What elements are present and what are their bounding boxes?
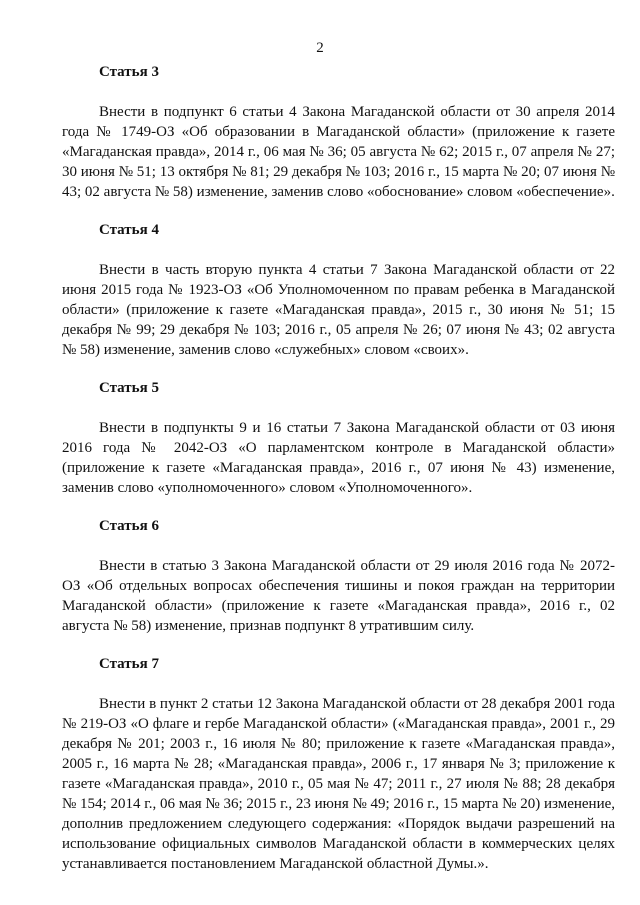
article-heading: Статья 5 [99,380,159,396]
article-text: Внести в пункт 2 статьи 12 Закона Магаданской области от 28 декабря 2001 года № 219-ОЗ «О флаге и гербе Магаданской области» («Магаданская правда», 2001 г., 29 декабря № 201; 2003 г., 16 июля № 80; приложение к газете «Магаданская правда», 2005 г., 16 марта № 28; «Магаданская правда», 2006 г., 17 января № 3; приложение к газете «Магаданская правда», 2010 г., 05 мая № 47; 2011 г., 27 июля № 88; 28 декабря № 154; 2014 г., 06 мая № 36; 2015 г., 23 июня № 49; 2016 г., 15 марта № 20) изменение, дополнив предложением следующего содержания: «Порядок выдачи разрешений на использование официальных символов Магаданской области в коммерческих целях устанавливается постановлением Магаданской областной Думы.». [62,696,616,872]
article-7 [62,654,615,874]
article-text: Внести в подпункт 6 статьи 4 Закона Магаданской области от 30 апреля 2014 года № 1749-ОЗ «Об образовании в Магаданской области» (приложение к газете «Магаданская правда», 2014 г., 06 мая № 36; 05 августа № 62; 2015 г., 07 апреля № 27; 30 июня № 51; 13 октября № 81; 29 декабря № 103; 2016 г., 15 марта № 20; 07 июня № 43; 02 августа № 58) изменение, заменив слово «обоснование» словом «обеспечение». [62,104,615,200]
article-3 [62,62,615,202]
article-6 [62,516,615,636]
article-5 [62,378,615,498]
document-body [62,62,615,874]
article-text: Внести в статью 3 Закона Магаданской области от 29 июля 2016 года № 2072-ОЗ «Об отдельных вопросах обеспечения тишины и покоя граждан на территории Магаданской области» (приложение к газете «Магаданская правда», 2016 г., 02 августа № 58) изменение, признав подпункт 8 утратившим силу. [62,558,615,634]
article-heading: Статья 4 [99,222,159,238]
article-heading: Статья 6 [99,518,159,534]
article-heading: Статья 7 [99,656,159,672]
page-number: 2 [316,40,324,56]
article-4 [62,220,615,360]
article-text: Внести в подпункты 9 и 16 статьи 7 Закона Магаданской области от 03 июня 2016 года № 2042-ОЗ «О парламентском контроле в Магаданской области» (приложение к газете «Магаданская правда», 2016 г., 07 июня № 43) изменение, заменив слово «уполномоченного» словом «Уполномоченного». [62,420,615,496]
article-text: Внести в часть вторую пункта 4 статьи 7 Закона Магаданской области от 22 июня 2015 года № 1923-ОЗ «Об Уполномоченном по правам ребенка в Магаданской области» (приложение к газете «Магаданская правда», 2015 г., 30 июня № 51; 15 декабря № 99; 29 декабря № 103; 2016 г., 05 апреля № 26; 07 июня № 43; 02 августа № 58) изменение, заменив слово «служебных» словом «своих». [62,262,615,358]
article-heading: Статья 3 [99,64,159,80]
